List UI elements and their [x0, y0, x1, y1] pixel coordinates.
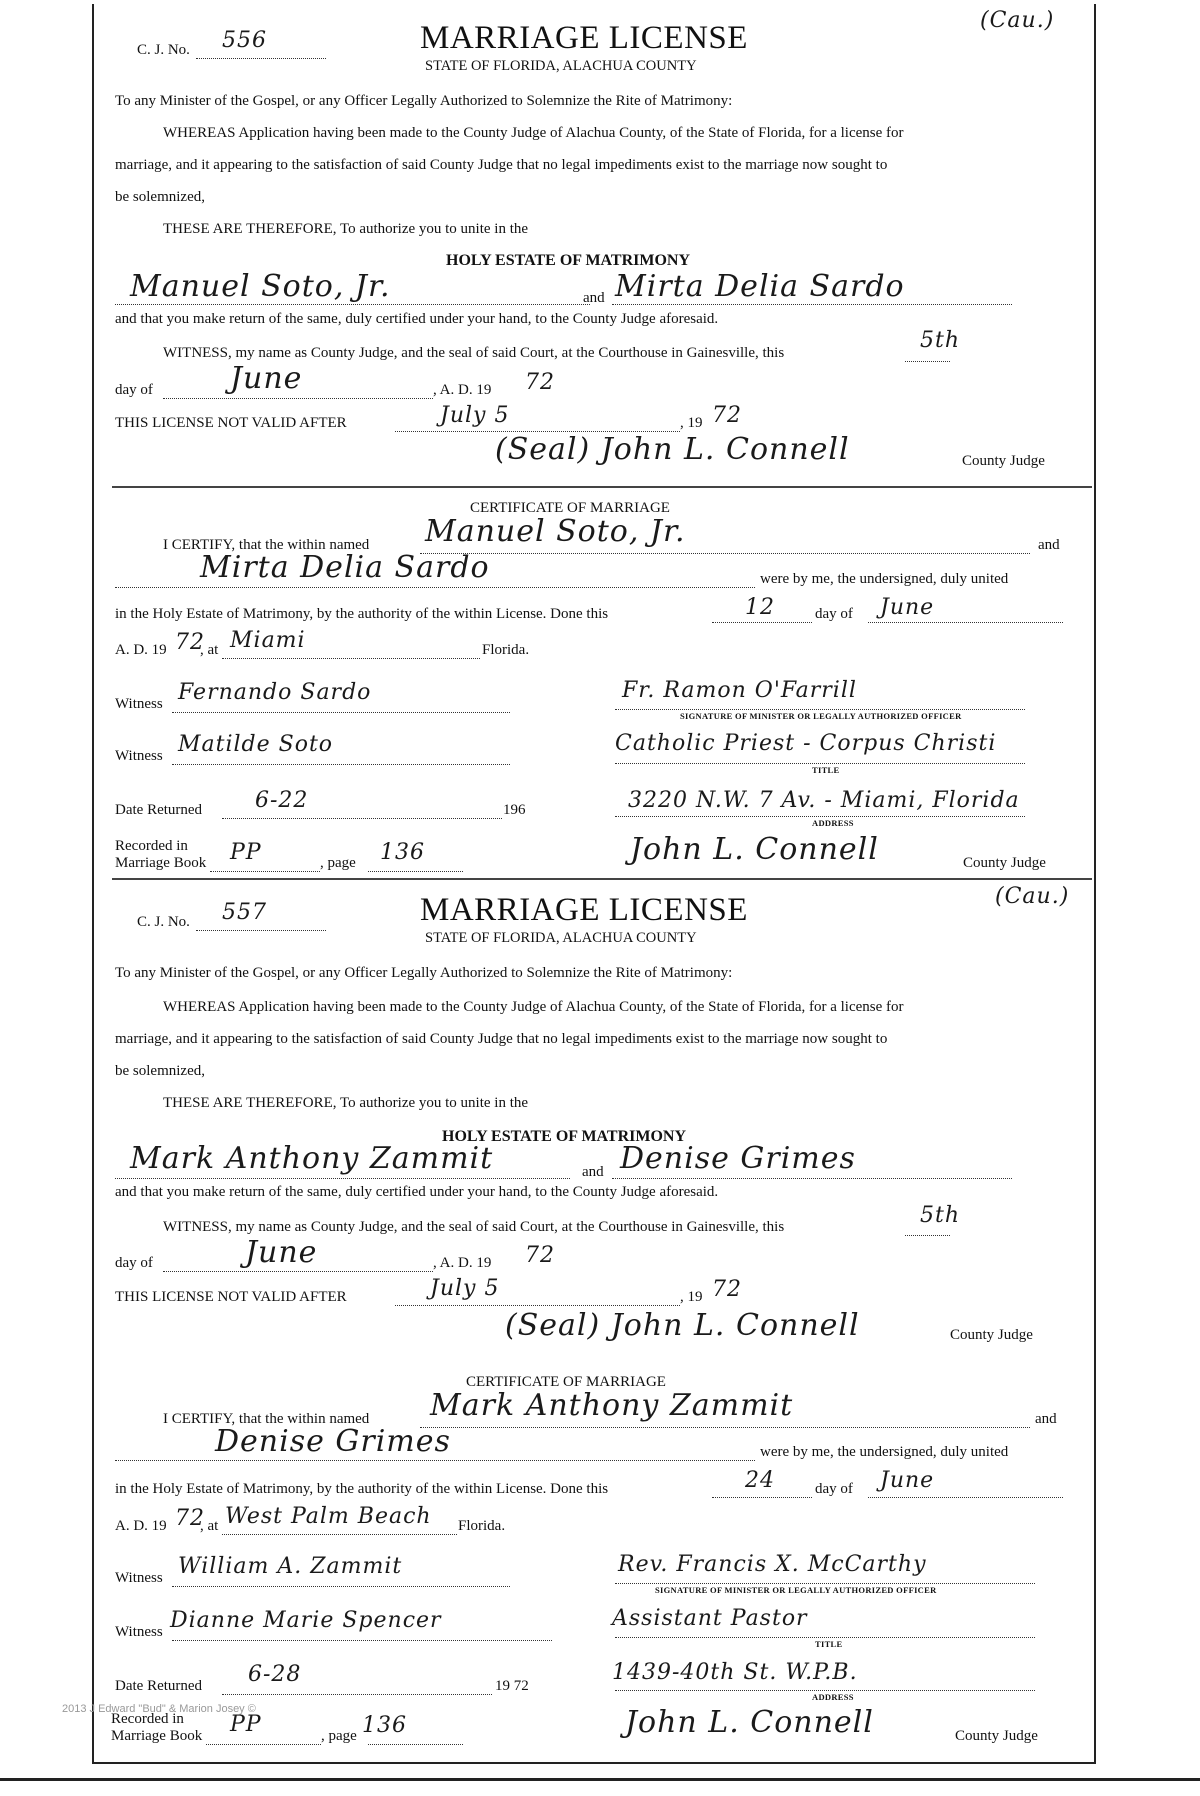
date-returned-line — [222, 1694, 492, 1695]
cert-and-label: and — [1035, 1411, 1057, 1427]
cert-bride-line — [115, 587, 755, 588]
officer-address: 1439-40th St. W.P.B. — [612, 1660, 858, 1685]
not-valid-year: 72 — [712, 1277, 742, 1302]
ad2-year: 72 — [175, 1506, 205, 1531]
signature-label: SIGNATURE OF MINISTER OR LEGALLY AUTHORIZED OFFICER — [655, 1585, 937, 1595]
cert-groom-line — [420, 1427, 1030, 1428]
cert-bride-line — [115, 1460, 755, 1461]
license-title: MARRIAGE LICENSE — [420, 20, 748, 56]
license-year: 72 — [525, 1243, 555, 1268]
officer-address: 3220 N.W. 7 Av. - Miami, Florida — [628, 788, 1020, 813]
witness2-line — [172, 1640, 552, 1641]
signature-label: SIGNATURE OF MINISTER OR LEGALLY AUTHORIZED OFFICER — [680, 711, 962, 721]
month-line — [163, 1271, 433, 1272]
not-valid-year-prefix: , 19 — [680, 1289, 703, 1305]
seal-signature: (Seal) John L. Connell — [495, 432, 850, 467]
certify-label: I CERTIFY, that the within named — [163, 537, 370, 553]
book-value: PP — [230, 1712, 262, 1737]
final-county-judge: County Judge — [955, 1728, 1038, 1744]
copyright-watermark: 2013 J Edward "Bud" & Marion Josey © — [62, 1703, 256, 1715]
recorded-in-label: Recorded in — [115, 838, 188, 854]
officer-title: Assistant Pastor — [612, 1606, 808, 1631]
final-signature: John L. Connell — [625, 1705, 874, 1740]
license-title: MARRIAGE LICENSE — [420, 892, 748, 928]
not-valid-label: THIS LICENSE NOT VALID AFTER — [115, 415, 347, 431]
witness-day-line — [905, 1235, 950, 1236]
ad2-year: 72 — [175, 630, 205, 655]
and-label: and — [583, 290, 605, 306]
whereas-line-3: be solemnized, — [115, 1063, 205, 1079]
cj-number: 557 — [222, 900, 267, 925]
month-value: June — [230, 361, 303, 396]
address-label: ADDRESS — [812, 818, 854, 828]
day-of2-label: day of — [815, 606, 853, 622]
minister-line — [615, 1583, 1035, 1584]
whereas-line-1: WHEREAS Application having been made to the County Judge of Alachua County, of the State of Florida, for a license for — [163, 125, 904, 141]
page-label: , page — [321, 1728, 357, 1744]
cj-number-line — [196, 930, 326, 931]
groom-name: Manuel Soto, Jr. — [130, 269, 391, 304]
address-line — [615, 1690, 1035, 1691]
whereas-line-2: marriage, and it appearing to the satisfaction of said County Judge that no legal impediments exist to the marriage now sought to — [115, 1031, 888, 1047]
witness-1: Fernando Sardo — [178, 680, 372, 705]
and-label: and — [582, 1164, 604, 1180]
month-line — [163, 398, 433, 399]
recorded-in-label: Recorded in — [111, 1711, 184, 1727]
at-label: , at — [200, 642, 219, 658]
ad2-label: A. D. 19 — [115, 1518, 167, 1534]
minister-line — [615, 709, 1025, 710]
united-label: were by me, the undersigned, duly united — [760, 1444, 1009, 1460]
place-line — [222, 1534, 457, 1535]
not-valid-year-prefix: , 19 — [680, 415, 703, 431]
witness-label-2: Witness — [115, 1624, 163, 1640]
license-divider — [112, 878, 1092, 880]
not-valid-year: 72 — [712, 403, 742, 428]
day-of2-label: day of — [815, 1481, 853, 1497]
bride-line — [612, 304, 1012, 305]
marriage-book-label: Marriage Book — [115, 855, 207, 871]
witness-line: WITNESS, my name as County Judge, and the seal of said Court, at the Courthouse in Gainesville, this — [163, 345, 785, 361]
date-returned-label: Date Returned — [115, 802, 203, 818]
title-label: TITLE — [815, 1639, 843, 1649]
cert-bride: Mirta Delia Sardo — [200, 550, 490, 585]
section-divider — [112, 486, 1092, 488]
not-valid-date: July 5 — [440, 403, 510, 428]
bride-line — [612, 1178, 1012, 1179]
book-line — [210, 871, 320, 872]
witness-label-1: Witness — [115, 696, 163, 712]
bride-name: Mirta Delia Sardo — [615, 269, 905, 304]
bride-name: Denise Grimes — [620, 1141, 856, 1176]
returned-year: 19 72 — [495, 1678, 529, 1694]
groom-name: Mark Anthony Zammit — [130, 1141, 494, 1176]
ad-label: , A. D. 19 — [433, 382, 492, 398]
certificate-title: CERTIFICATE OF MARRIAGE — [470, 500, 670, 516]
done-month-line — [868, 622, 1063, 623]
corner-note: (Cau.) — [980, 8, 1055, 33]
ad2-label: A. D. 19 — [115, 642, 167, 658]
date-returned-line — [222, 818, 502, 819]
done-day: 24 — [745, 1468, 775, 1493]
ad-label: , A. D. 19 — [433, 1255, 492, 1271]
witness1-line — [172, 1586, 510, 1587]
cert-bride: Denise Grimes — [215, 1424, 451, 1459]
certificate-title: CERTIFICATE OF MARRIAGE — [466, 1374, 666, 1390]
groom-line — [115, 1178, 570, 1179]
florida-label: Florida. — [482, 642, 530, 658]
holy-authority-line: in the Holy Estate of Matrimony, by the authority of the within License. Done this — [115, 606, 609, 622]
bottom-rule — [0, 1778, 1200, 1781]
done-day-line — [712, 622, 812, 623]
witness-day-line — [905, 361, 950, 362]
page-line — [368, 1744, 463, 1745]
cj-number-label: C. J. No. — [137, 42, 190, 58]
final-county-judge: County Judge — [963, 855, 1046, 871]
title-line — [615, 1637, 1035, 1638]
witness-label-1: Witness — [115, 1570, 163, 1586]
not-valid-date: July 5 — [430, 1276, 500, 1301]
witness2-line — [172, 764, 510, 765]
florida-label: Florida. — [458, 1518, 506, 1534]
cert-groom: Mark Anthony Zammit — [430, 1388, 794, 1423]
cj-number-label: C. J. No. — [137, 914, 190, 930]
cert-groom: Manuel Soto, Jr. — [425, 514, 686, 549]
county-judge-label: County Judge — [950, 1327, 1033, 1343]
to-any-minister: To any Minister of the Gospel, or any Officer Legally Authorized to Solemnize the Rite of Matrimony: — [115, 93, 733, 109]
united-label: were by me, the undersigned, duly united — [760, 571, 1009, 587]
witness-2: Matilde Soto — [178, 732, 334, 757]
date-returned-value: 6-22 — [255, 788, 309, 813]
title-line — [615, 763, 1025, 764]
date-returned-value: 6-28 — [248, 1662, 302, 1687]
not-valid-label: THIS LICENSE NOT VALID AFTER — [115, 1289, 347, 1305]
witness-day: 5th — [920, 1203, 961, 1228]
final-signature: John L. Connell — [630, 832, 879, 867]
book-value: PP — [230, 840, 262, 865]
marriage-book-label: Marriage Book — [111, 1728, 203, 1744]
page-label: , page — [320, 855, 356, 871]
cj-number-line — [196, 58, 326, 59]
done-day-line — [712, 1497, 812, 1498]
place-line — [222, 658, 480, 659]
done-day: 12 — [745, 595, 775, 620]
witness-day: 5th — [920, 328, 961, 353]
minister-signature: Rev. Francis X. McCarthy — [618, 1552, 927, 1577]
return-line: and that you make return of the same, duly certified under your hand, to the County Judge aforesaid. — [115, 311, 719, 327]
page-value: 136 — [362, 1713, 407, 1738]
holy-estate-heading: HOLY ESTATE OF MATRIMONY — [446, 252, 691, 269]
date-returned-label: Date Returned — [115, 1678, 203, 1694]
license-subtitle: STATE OF FLORIDA, ALACHUA COUNTY — [425, 58, 697, 74]
cj-number: 556 — [222, 28, 267, 53]
witness-line: WITNESS, my name as County Judge, and the seal of said Court, at the Courthouse in Gainesville, this — [163, 1219, 785, 1235]
returned-year: 196 — [503, 802, 526, 818]
whereas-line-2: marriage, and it appearing to the satisfaction of said County Judge that no legal impediments exist to the marriage now sought to — [115, 157, 888, 173]
county-judge-label: County Judge — [962, 453, 1045, 469]
address-label: ADDRESS — [812, 1692, 854, 1702]
holy-estate-heading: HOLY ESTATE OF MATRIMONY — [442, 1128, 687, 1145]
address-line — [615, 816, 1025, 817]
page-line — [368, 871, 463, 872]
to-any-minister: To any Minister of the Gospel, or any Officer Legally Authorized to Solemnize the Rite of Matrimony: — [115, 965, 733, 981]
not-valid-line — [395, 1305, 680, 1306]
whereas-line-1: WHEREAS Application having been made to the County Judge of Alachua County, of the State of Florida, for a license for — [163, 999, 904, 1015]
done-month: June — [880, 1468, 935, 1493]
witness1-line — [172, 712, 510, 713]
seal-signature: (Seal) John L. Connell — [505, 1308, 860, 1343]
cert-and-label: and — [1038, 537, 1060, 553]
book-line — [206, 1744, 321, 1745]
corner-note: (Cau.) — [995, 884, 1070, 909]
title-label: TITLE — [812, 765, 840, 775]
license-year: 72 — [525, 370, 555, 395]
day-of-label: day of — [115, 1255, 153, 1271]
minister-signature: Fr. Ramon O'Farrill — [622, 678, 857, 703]
license-subtitle: STATE OF FLORIDA, ALACHUA COUNTY — [425, 930, 697, 946]
witness-2: Dianne Marie Spencer — [170, 1608, 442, 1633]
return-line: and that you make return of the same, duly certified under your hand, to the County Judge aforesaid. — [115, 1184, 719, 1200]
these-are-therefore: THESE ARE THEREFORE, To authorize you to unite in the — [163, 221, 529, 237]
page-value: 136 — [380, 840, 425, 865]
cert-groom-line — [420, 553, 1030, 554]
groom-line — [115, 304, 590, 305]
officer-title: Catholic Priest - Corpus Christi — [615, 731, 997, 756]
witness-1: William A. Zammit — [178, 1554, 403, 1579]
done-month: June — [880, 595, 935, 620]
certify-label: I CERTIFY, that the within named — [163, 1411, 370, 1427]
these-are-therefore: THESE ARE THEREFORE, To authorize you to unite in the — [163, 1095, 529, 1111]
done-month-line — [868, 1497, 1063, 1498]
month-value: June — [245, 1235, 318, 1270]
holy-authority-line: in the Holy Estate of Matrimony, by the authority of the within License. Done this — [115, 1481, 609, 1497]
place-value: Miami — [230, 628, 306, 653]
day-of-label: day of — [115, 382, 153, 398]
place-value: West Palm Beach — [225, 1504, 432, 1529]
whereas-line-3: be solemnized, — [115, 189, 205, 205]
at-label: , at — [200, 1518, 219, 1534]
witness-label-2: Witness — [115, 748, 163, 764]
